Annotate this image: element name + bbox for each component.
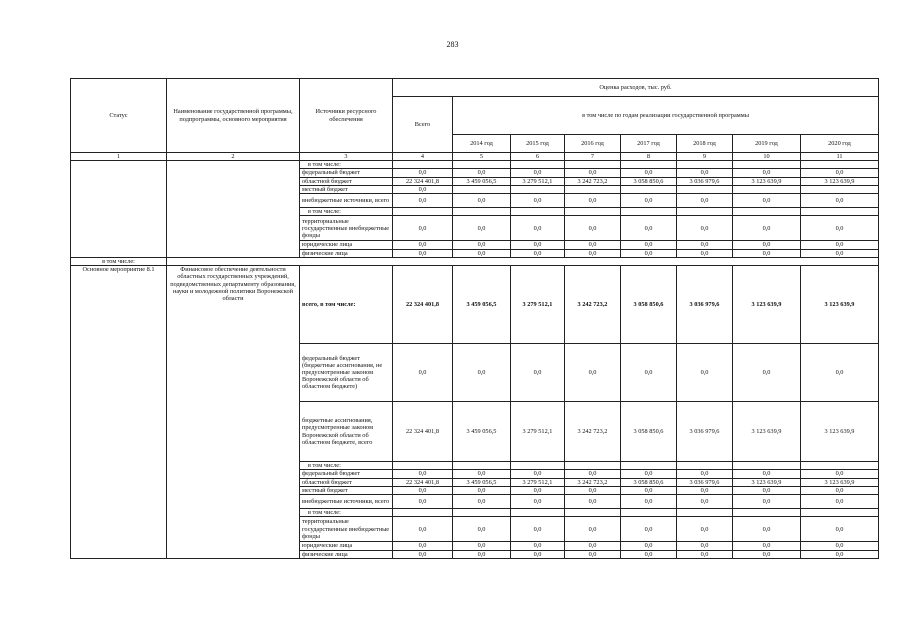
- value-cell: [453, 208, 511, 216]
- source-label: областной бюджет: [300, 478, 393, 486]
- value-cell: 3 279 512,1: [511, 266, 565, 344]
- value-cell: 0,0: [511, 169, 565, 177]
- value-cell: [677, 208, 733, 216]
- value-cell: [393, 161, 453, 169]
- continued-name-cell: [167, 161, 300, 258]
- value-cell: 0,0: [677, 486, 733, 494]
- value-cell: 0,0: [565, 470, 621, 478]
- header-sources: Источники ресурсного обеспечения: [300, 79, 393, 153]
- value-cell: 3 459 056,5: [453, 266, 511, 344]
- value-cell: 0,0: [733, 495, 801, 509]
- value-cell: 0,0: [677, 344, 733, 402]
- value-cell: 0,0: [801, 542, 879, 550]
- value-cell: 3 459 056,5: [453, 402, 511, 462]
- header-year: 2014 год: [453, 135, 511, 153]
- value-cell: 0,0: [801, 241, 879, 249]
- value-cell: 3 279 512,1: [511, 478, 565, 486]
- value-cell: [453, 509, 511, 517]
- value-cell: [453, 161, 511, 169]
- value-cell: 3 058 850,6: [621, 266, 677, 344]
- value-cell: 0,0: [677, 169, 733, 177]
- value-cell: 3 123 639,9: [801, 402, 879, 462]
- value-cell: [393, 208, 453, 216]
- value-cell: 22 324 401,8: [393, 478, 453, 486]
- value-cell: 0,0: [565, 241, 621, 249]
- value-cell: 3 036 979,6: [677, 402, 733, 462]
- value-cell: [565, 161, 621, 169]
- value-cell: [677, 462, 733, 470]
- value-cell: 3 123 639,9: [733, 266, 801, 344]
- value-cell: 0,0: [733, 550, 801, 558]
- value-cell: 0,0: [565, 495, 621, 509]
- source-label: всего, в том числе:: [300, 266, 393, 344]
- header-year: 2016 год: [565, 135, 621, 153]
- value-cell: 0,0: [453, 241, 511, 249]
- value-cell: 0,0: [393, 495, 453, 509]
- value-cell: 0,0: [453, 550, 511, 558]
- column-number: 1: [71, 153, 167, 161]
- value-cell: 0,0: [393, 241, 453, 249]
- expense-table: [70, 78, 879, 559]
- value-cell: 0,0: [565, 486, 621, 494]
- source-label: территориальные государственные внебюджетные фонды: [300, 517, 393, 542]
- header-year: 2020 год: [801, 135, 879, 153]
- value-cell: [565, 185, 621, 193]
- source-label: внебюджетные источники, всего: [300, 495, 393, 509]
- value-cell: 0,0: [677, 249, 733, 257]
- value-cell: 0,0: [801, 517, 879, 542]
- value-cell: 0,0: [801, 495, 879, 509]
- value-cell: 0,0: [393, 194, 453, 208]
- value-cell: 0,0: [677, 550, 733, 558]
- value-cell: 0,0: [801, 470, 879, 478]
- value-cell: [453, 462, 511, 470]
- source-label: физические лица: [300, 249, 393, 257]
- value-cell: [393, 509, 453, 517]
- value-cell: 0,0: [393, 185, 453, 193]
- value-cell: 0,0: [511, 344, 565, 402]
- value-cell: 3 123 639,9: [801, 478, 879, 486]
- value-cell: [453, 185, 511, 193]
- value-cell: 0,0: [511, 486, 565, 494]
- value-cell: 0,0: [621, 194, 677, 208]
- event-name: Финансовое обеспечение деятельности областных государственных учреждений, подведомственных департаменту образования, науки и молодежной политики Воронежской области: [167, 266, 300, 559]
- value-cell: 0,0: [453, 470, 511, 478]
- column-number: 11: [801, 153, 879, 161]
- value-cell: 0,0: [621, 241, 677, 249]
- value-cell: [621, 462, 677, 470]
- column-number: 2: [167, 153, 300, 161]
- page-number: 283: [446, 40, 459, 49]
- header-total: Всего: [393, 97, 453, 153]
- value-cell: [801, 462, 879, 470]
- source-label: в том числе:: [300, 462, 393, 470]
- value-cell: 0,0: [621, 470, 677, 478]
- value-cell: 3 279 512,1: [511, 177, 565, 185]
- value-cell: [733, 208, 801, 216]
- value-cell: 0,0: [393, 216, 453, 241]
- value-cell: 0,0: [677, 216, 733, 241]
- value-cell: 3 123 639,9: [733, 177, 801, 185]
- value-cell: 0,0: [621, 249, 677, 257]
- column-number: 5: [453, 153, 511, 161]
- value-cell: 0,0: [565, 216, 621, 241]
- incl-row: [71, 257, 879, 265]
- header-status: Статус: [71, 79, 167, 153]
- value-cell: 0,0: [733, 249, 801, 257]
- source-label: физические лица: [300, 550, 393, 558]
- incl-label: в том числе:: [71, 257, 167, 265]
- table-row: [71, 266, 879, 344]
- table-header: [71, 79, 879, 161]
- source-label: федеральный бюджет: [300, 470, 393, 478]
- value-cell: [733, 185, 801, 193]
- value-cell: [801, 208, 879, 216]
- value-cell: 0,0: [393, 470, 453, 478]
- value-cell: 0,0: [565, 344, 621, 402]
- value-cell: 0,0: [565, 249, 621, 257]
- value-cell: 0,0: [801, 550, 879, 558]
- value-cell: 3 036 979,6: [677, 266, 733, 344]
- value-cell: 3 123 639,9: [733, 402, 801, 462]
- value-cell: 0,0: [453, 344, 511, 402]
- column-number: 10: [733, 153, 801, 161]
- value-cell: 3 123 639,9: [801, 266, 879, 344]
- header-year: 2015 год: [511, 135, 565, 153]
- value-cell: 0,0: [511, 517, 565, 542]
- value-cell: [677, 509, 733, 517]
- column-number: 7: [565, 153, 621, 161]
- value-cell: 0,0: [801, 194, 879, 208]
- continued-status-cell: [71, 161, 167, 258]
- value-cell: 3 279 512,1: [511, 402, 565, 462]
- source-label: местный бюджет: [300, 185, 393, 193]
- value-cell: 0,0: [393, 517, 453, 542]
- value-cell: 0,0: [733, 542, 801, 550]
- value-cell: 0,0: [677, 542, 733, 550]
- value-cell: 0,0: [393, 550, 453, 558]
- value-cell: 0,0: [393, 344, 453, 402]
- value-cell: 0,0: [801, 169, 879, 177]
- column-number: 9: [677, 153, 733, 161]
- value-cell: 0,0: [393, 169, 453, 177]
- value-cell: 0,0: [393, 542, 453, 550]
- value-cell: 0,0: [565, 550, 621, 558]
- value-cell: 3 123 639,9: [733, 478, 801, 486]
- header-year: 2018 год: [677, 135, 733, 153]
- value-cell: [801, 161, 879, 169]
- value-cell: 22 324 401,8: [393, 266, 453, 344]
- value-cell: 0,0: [801, 216, 879, 241]
- value-cell: 3 058 850,6: [621, 402, 677, 462]
- source-label: федеральный бюджет: [300, 169, 393, 177]
- value-cell: 0,0: [621, 344, 677, 402]
- value-cell: [511, 185, 565, 193]
- value-cell: 0,0: [733, 344, 801, 402]
- incl-empty: [167, 257, 879, 265]
- source-label: в том числе:: [300, 161, 393, 169]
- value-cell: 0,0: [565, 194, 621, 208]
- value-cell: 0,0: [453, 194, 511, 208]
- source-label: в том числе:: [300, 208, 393, 216]
- value-cell: [677, 161, 733, 169]
- table-body: [71, 161, 879, 559]
- value-cell: 0,0: [801, 344, 879, 402]
- value-cell: [733, 161, 801, 169]
- source-label: областной бюджет: [300, 177, 393, 185]
- source-label: юридические лица: [300, 542, 393, 550]
- column-number: 3: [300, 153, 393, 161]
- source-label: в том числе:: [300, 509, 393, 517]
- value-cell: 0,0: [565, 517, 621, 542]
- value-cell: 0,0: [733, 241, 801, 249]
- table-row: [71, 161, 879, 169]
- value-cell: [565, 462, 621, 470]
- column-number: 8: [621, 153, 677, 161]
- value-cell: 3 242 723,2: [565, 266, 621, 344]
- value-cell: [511, 161, 565, 169]
- value-cell: 22 324 401,8: [393, 177, 453, 185]
- value-cell: [801, 509, 879, 517]
- value-cell: [621, 161, 677, 169]
- value-cell: [511, 462, 565, 470]
- header-by-years: в том числе по годам реализации государственной программы: [453, 97, 879, 135]
- value-cell: [621, 185, 677, 193]
- value-cell: 0,0: [677, 470, 733, 478]
- value-cell: 3 036 979,6: [677, 478, 733, 486]
- value-cell: 0,0: [733, 169, 801, 177]
- value-cell: 0,0: [511, 249, 565, 257]
- value-cell: [621, 509, 677, 517]
- value-cell: [677, 185, 733, 193]
- value-cell: 3 058 850,6: [621, 177, 677, 185]
- source-label: федеральный бюджет (бюджетные ассигнования, не предусмотренные законом Воронежской области об областном бюджете): [300, 344, 393, 402]
- event-status: Основное мероприятие 8.1: [71, 266, 167, 559]
- value-cell: 0,0: [393, 249, 453, 257]
- value-cell: 0,0: [511, 216, 565, 241]
- value-cell: 0,0: [453, 517, 511, 542]
- value-cell: 0,0: [733, 486, 801, 494]
- value-cell: 0,0: [565, 169, 621, 177]
- column-numbers-row: [71, 153, 879, 161]
- value-cell: 0,0: [511, 194, 565, 208]
- value-cell: 0,0: [511, 550, 565, 558]
- value-cell: 0,0: [677, 194, 733, 208]
- header-year: 2017 год: [621, 135, 677, 153]
- value-cell: 0,0: [453, 216, 511, 241]
- value-cell: [733, 462, 801, 470]
- source-label: внебюджетные источники, всего: [300, 194, 393, 208]
- value-cell: 0,0: [565, 542, 621, 550]
- value-cell: 0,0: [677, 517, 733, 542]
- value-cell: 22 324 401,8: [393, 402, 453, 462]
- header-estimate: Оценка расходов, тыс. руб.: [393, 79, 879, 97]
- value-cell: 0,0: [677, 495, 733, 509]
- value-cell: [801, 185, 879, 193]
- value-cell: 0,0: [511, 470, 565, 478]
- value-cell: 0,0: [511, 495, 565, 509]
- header-name: Наименование государственной программы, подпрограммы, основного мероприятия: [167, 79, 300, 153]
- value-cell: 0,0: [621, 216, 677, 241]
- value-cell: 0,0: [621, 542, 677, 550]
- source-label: местный бюджет: [300, 486, 393, 494]
- value-cell: [511, 509, 565, 517]
- source-label: юридические лица: [300, 241, 393, 249]
- value-cell: 3 242 723,2: [565, 177, 621, 185]
- value-cell: 3 242 723,2: [565, 478, 621, 486]
- value-cell: [621, 208, 677, 216]
- value-cell: [565, 208, 621, 216]
- column-number: 6: [511, 153, 565, 161]
- value-cell: 0,0: [801, 486, 879, 494]
- value-cell: 0,0: [453, 249, 511, 257]
- value-cell: 0,0: [393, 486, 453, 494]
- value-cell: 3 459 056,5: [453, 478, 511, 486]
- value-cell: 0,0: [621, 517, 677, 542]
- value-cell: 0,0: [677, 241, 733, 249]
- value-cell: 0,0: [621, 495, 677, 509]
- value-cell: 0,0: [621, 550, 677, 558]
- value-cell: 0,0: [733, 470, 801, 478]
- value-cell: 0,0: [453, 495, 511, 509]
- source-label: бюджетные ассигнования, предусмотренные законом Воронежской области об областном бюджете, всего: [300, 402, 393, 462]
- source-label: территориальные государственные внебюджетные фонды: [300, 216, 393, 241]
- value-cell: [565, 509, 621, 517]
- value-cell: 0,0: [733, 517, 801, 542]
- value-cell: 0,0: [733, 216, 801, 241]
- value-cell: 3 242 723,2: [565, 402, 621, 462]
- value-cell: 0,0: [453, 486, 511, 494]
- value-cell: [511, 208, 565, 216]
- value-cell: 0,0: [453, 169, 511, 177]
- value-cell: 0,0: [511, 542, 565, 550]
- value-cell: 0,0: [621, 169, 677, 177]
- value-cell: [393, 462, 453, 470]
- column-number: 4: [393, 153, 453, 161]
- value-cell: 0,0: [453, 542, 511, 550]
- value-cell: 0,0: [511, 241, 565, 249]
- value-cell: 0,0: [621, 486, 677, 494]
- header-year: 2019 год: [733, 135, 801, 153]
- value-cell: 3 058 850,6: [621, 478, 677, 486]
- value-cell: 0,0: [801, 249, 879, 257]
- value-cell: 3 459 056,5: [453, 177, 511, 185]
- value-cell: 0,0: [733, 194, 801, 208]
- value-cell: 3 036 979,6: [677, 177, 733, 185]
- value-cell: 3 123 639,9: [801, 177, 879, 185]
- value-cell: [733, 509, 801, 517]
